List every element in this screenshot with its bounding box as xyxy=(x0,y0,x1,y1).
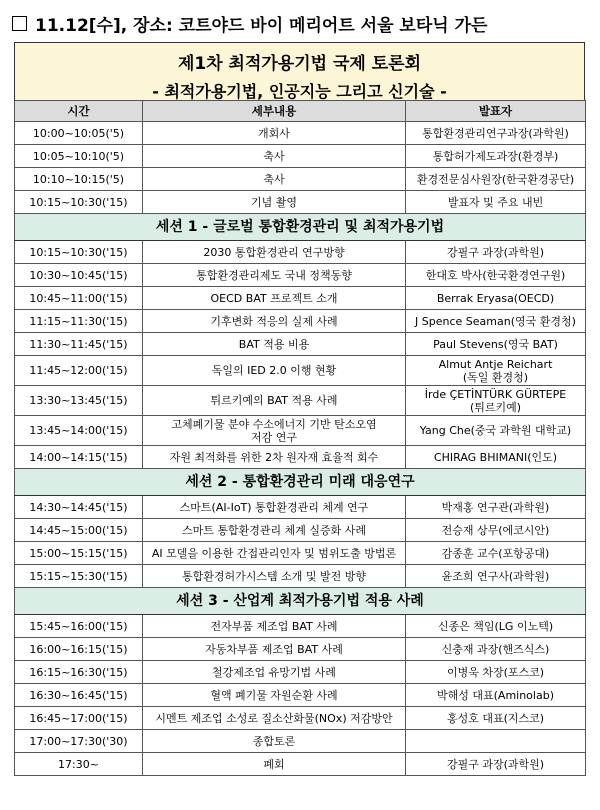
title-banner xyxy=(14,42,585,100)
content-cell xyxy=(143,730,406,753)
session3-header-row xyxy=(15,588,586,615)
session3-title: 세션 3 - 산업계 최적가용기법 적용 사례 xyxy=(15,588,586,615)
content-text: 폐회 xyxy=(263,757,285,771)
time-cell: 11:15~11:30('15) xyxy=(15,310,143,333)
presenter-cell xyxy=(406,707,586,730)
session1-header-row xyxy=(15,214,586,241)
event-date-location xyxy=(8,4,593,42)
table-row xyxy=(15,264,586,287)
time-cell: 14:00~14:15('15) xyxy=(15,446,143,469)
presenter-cell xyxy=(406,145,586,168)
content-cell xyxy=(143,145,406,168)
presenter-text: 신종은 책임(LG 이노텍) xyxy=(437,619,554,633)
content-cell xyxy=(143,241,406,264)
table-row xyxy=(15,684,586,707)
table-row xyxy=(15,122,586,145)
presenter-cell xyxy=(406,310,586,333)
presenter-cell xyxy=(406,446,586,469)
table-row xyxy=(15,310,586,333)
content-text: 통합환경관리제도 국내 정책동향 xyxy=(196,268,352,282)
column-header-content: 세부내용 xyxy=(143,101,406,122)
content-text: OECD BAT 프로젝트 소개 xyxy=(210,291,338,305)
presenter-text: 박해성 대표(Aminolab) xyxy=(437,688,554,702)
time-cell: 14:45~15:00('15) xyxy=(15,519,143,542)
table-row xyxy=(15,753,586,776)
content-cell xyxy=(143,615,406,638)
content-text: 철강제조업 유망기법 사례 xyxy=(212,665,336,679)
presenter-text: Almut Antje Reichart xyxy=(438,357,553,371)
content-text: 자원 최적화를 위한 2차 원자재 효율적 회수 xyxy=(169,450,379,464)
time-cell: 16:15~16:30('15) xyxy=(15,661,143,684)
presenter-text: 박재홍 연구관(과학원) xyxy=(441,500,550,514)
presenter-text: 윤조희 연구사(과학원) xyxy=(441,569,550,583)
table-row xyxy=(15,145,586,168)
presenter-text: Paul Stevens(영국 BAT) xyxy=(433,337,558,351)
time-cell: 13:45~14:00('15) xyxy=(15,416,143,446)
content-text: 시멘트 제조업 소성로 질소산화물(NOx) 저감방안 xyxy=(155,711,393,725)
column-header-time: 시간 xyxy=(15,101,143,122)
time-cell: 11:45~12:00('15) xyxy=(15,356,143,386)
presenter-cell xyxy=(406,356,586,386)
content-cell xyxy=(143,310,406,333)
content-text: 2030 통합환경관리 연구방향 xyxy=(203,245,345,259)
time-cell: 13:30~13:45('15) xyxy=(15,386,143,416)
presenter-text: 강필구 과장(과학원) xyxy=(446,245,545,259)
time-cell: 16:45~17:00('15) xyxy=(15,707,143,730)
page-subtitle: - 최적가용기법, 인공지능 그리고 신기술 - xyxy=(152,82,447,101)
presenter-cell xyxy=(406,168,586,191)
content-text: 축사 xyxy=(263,149,285,163)
presenter-text: 감종훈 교수(포항공대) xyxy=(441,546,550,560)
time-cell: 16:00~16:15('15) xyxy=(15,638,143,661)
content-cell xyxy=(143,416,406,446)
time-cell: 17:00~17:30('30) xyxy=(15,730,143,753)
table-row xyxy=(15,565,586,588)
content-cell xyxy=(143,122,406,145)
content-text: AI 모델을 이용한 간접관리인자 및 범위도출 방법론 xyxy=(151,546,397,560)
presenter-cell xyxy=(406,753,586,776)
presenter-cell xyxy=(406,638,586,661)
presenter-text: İrde ÇETİNTÜRK GÜRTEPE xyxy=(424,387,567,401)
event-date-location-text: 11.12[수], 장소: 코트야드 바이 메리어트 서울 보타닉 가든 xyxy=(35,15,488,36)
presenter-text-line2: (튀르키예) xyxy=(469,400,522,414)
time-cell: 10:15~10:30('15) xyxy=(15,241,143,264)
table-row xyxy=(15,638,586,661)
presenter-cell xyxy=(406,122,586,145)
content-cell xyxy=(143,333,406,356)
content-cell xyxy=(143,519,406,542)
time-cell: 15:00~15:15('15) xyxy=(15,542,143,565)
table-row xyxy=(15,191,586,214)
content-text: 독일의 IED 2.0 이행 현황 xyxy=(211,364,337,377)
time-cell: 10:05~10:10('5) xyxy=(15,145,143,168)
presenter-cell xyxy=(406,565,586,588)
table-row xyxy=(15,730,586,753)
table-row xyxy=(15,542,586,565)
presenter-cell xyxy=(406,191,586,214)
table-row xyxy=(15,168,586,191)
content-cell xyxy=(143,386,406,416)
presenter-text: 이병욱 차장(포스코) xyxy=(446,665,545,679)
table-row xyxy=(15,386,586,416)
presenter-cell xyxy=(406,264,586,287)
content-text: 자동차부품 제조업 BAT 사례 xyxy=(205,642,343,656)
presenter-text: 통합허가제도과장(환경부) xyxy=(432,149,559,163)
presenter-cell xyxy=(406,386,586,416)
time-cell: 10:30~10:45('15) xyxy=(15,264,143,287)
time-cell: 10:15~10:30('15) xyxy=(15,191,143,214)
content-cell xyxy=(143,168,406,191)
content-text: BAT 적용 비용 xyxy=(238,337,310,351)
content-text-line2: 저감 연구 xyxy=(250,430,297,444)
column-header-presenter: 발표자 xyxy=(406,101,586,122)
content-text: 혈액 폐기물 자원순환 사례 xyxy=(210,688,338,702)
presenter-cell xyxy=(406,333,586,356)
content-text: 기후변화 적응의 실제 사례 xyxy=(210,314,338,328)
presenter-cell xyxy=(406,684,586,707)
content-text: 전자부품 제조업 BAT 사례 xyxy=(210,619,338,633)
table-row xyxy=(15,333,586,356)
presenter-text: 신충재 과장(핸즈식스) xyxy=(441,642,550,656)
content-cell xyxy=(143,661,406,684)
content-text: 고체폐기물 분야 수소에너지 기반 탄소오염 xyxy=(171,417,377,431)
page-title: 제1차 최적가용기법 국제 토론회 xyxy=(177,54,422,74)
presenter-text: 강필구 과장(과학원) xyxy=(446,757,545,771)
presenter-text: J Spence Seaman(영국 환경청) xyxy=(415,314,576,328)
time-cell: 10:10~10:15('5) xyxy=(15,168,143,191)
time-cell: 10:00~10:05('5) xyxy=(15,122,143,145)
content-cell xyxy=(143,753,406,776)
session2-header-row xyxy=(15,469,586,496)
table-row xyxy=(15,707,586,730)
table-row xyxy=(15,446,586,469)
time-cell: 17:30~ xyxy=(15,753,143,776)
program-table xyxy=(14,100,586,776)
presenter-text: Yang Che(중국 과학원 대학교) xyxy=(419,424,572,437)
table-row xyxy=(15,416,586,446)
table-row xyxy=(15,519,586,542)
content-cell xyxy=(143,496,406,519)
presenter-cell xyxy=(406,519,586,542)
content-cell xyxy=(143,707,406,730)
content-cell xyxy=(143,356,406,386)
content-cell xyxy=(143,684,406,707)
session2-title: 세션 2 - 통합환경관리 미래 대응연구 xyxy=(15,469,586,496)
content-text: 개회사 xyxy=(258,126,290,140)
presenter-text: Berrak Eryasa(OECD) xyxy=(436,291,555,305)
content-cell xyxy=(143,191,406,214)
content-text: 종합토론 xyxy=(252,734,296,748)
presenter-cell xyxy=(406,416,586,446)
content-cell xyxy=(143,565,406,588)
content-text: 기념 촬영 xyxy=(250,195,297,209)
presenter-cell xyxy=(406,241,586,264)
content-text: 스마트 통합환경관리 체계 실증화 사례 xyxy=(181,523,366,537)
presenter-text: CHIRAG BHIMANI(인도) xyxy=(433,450,558,464)
presenter-text: 환경전문심사원장(한국환경공단) xyxy=(416,172,575,186)
time-cell: 15:45~16:00('15) xyxy=(15,615,143,638)
content-cell xyxy=(143,446,406,469)
presenter-cell xyxy=(406,730,586,753)
content-cell xyxy=(143,264,406,287)
content-cell xyxy=(143,638,406,661)
content-text: 스마트(AI-IoT) 통합환경관리 체계 연구 xyxy=(179,500,369,514)
presenter-text: 발표자 및 주요 내빈 xyxy=(447,195,544,209)
content-cell xyxy=(143,542,406,565)
content-text: 통합환경허가시스템 소개 및 발전 방향 xyxy=(181,569,366,583)
presenter-cell xyxy=(406,661,586,684)
program-table-body xyxy=(15,122,586,776)
table-row xyxy=(15,496,586,519)
time-cell: 14:30~14:45('15) xyxy=(15,496,143,519)
presenter-text: 홍성호 대표(지스코) xyxy=(446,711,545,725)
presenter-text: 한대호 박사(한국환경연구원) xyxy=(425,268,566,282)
content-text: 튀르키예의 BAT 적용 사례 xyxy=(210,394,338,407)
checkbox-icon xyxy=(12,16,27,31)
content-text: 축사 xyxy=(263,172,285,186)
table-row xyxy=(15,615,586,638)
table-row xyxy=(15,661,586,684)
session1-title: 세션 1 - 글로벌 통합환경관리 및 최적가용기법 xyxy=(15,214,586,241)
table-row xyxy=(15,241,586,264)
table-row xyxy=(15,287,586,310)
time-cell: 16:30~16:45('15) xyxy=(15,684,143,707)
table-row xyxy=(15,356,586,386)
presenter-text-line2: (독일 환경청) xyxy=(462,370,529,384)
presenter-cell xyxy=(406,287,586,310)
presenter-text: 통합환경관리연구과장(과학원) xyxy=(422,126,569,140)
presenter-text: 전승재 상무(에코시안) xyxy=(441,523,550,537)
presenter-cell xyxy=(406,542,586,565)
presenter-cell xyxy=(406,496,586,519)
time-cell: 11:30~11:45('15) xyxy=(15,333,143,356)
time-cell: 15:15~15:30('15) xyxy=(15,565,143,588)
time-cell: 10:45~11:00('15) xyxy=(15,287,143,310)
content-cell xyxy=(143,287,406,310)
presenter-cell xyxy=(406,615,586,638)
